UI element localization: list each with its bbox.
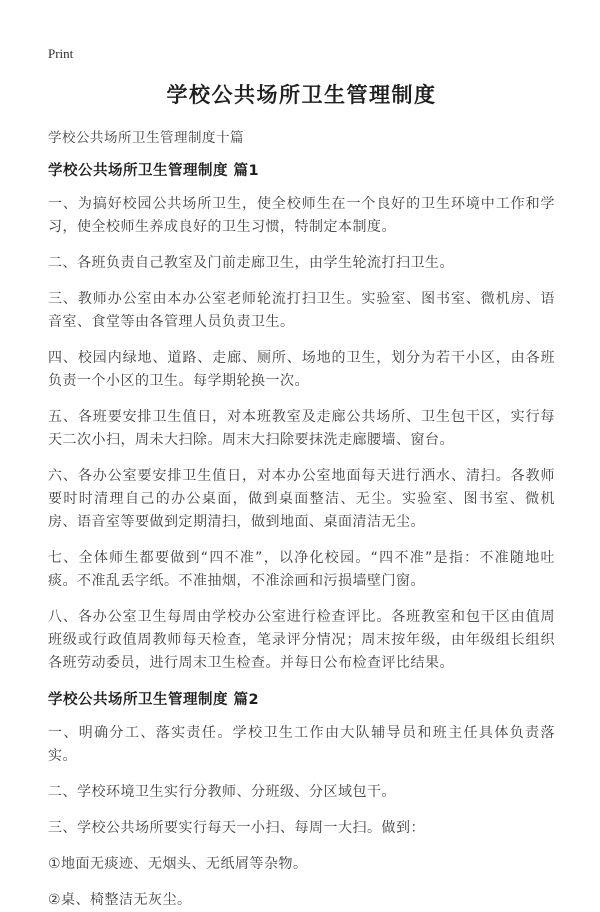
section-2-paragraph-2: 二、学校环境卫生实行分教师、分班级、分区域包干。 bbox=[48, 784, 396, 800]
section-2-heading: 学校公共场所卫生管理制度 篇2 bbox=[48, 692, 260, 708]
section-2-paragraph-1: 一、明确分工、落实责任。学校卫生工作由大队辅导员和班主任具体负责落实。 bbox=[48, 725, 555, 764]
section-2-paragraph-3: 三、学校公共场所要实行每天一小扫、每周一大扫。做到： bbox=[48, 820, 425, 836]
section-2-list-item-2: ②桌、椅整洁无灰尘。 bbox=[48, 892, 192, 908]
print-button[interactable]: Print bbox=[48, 46, 74, 61]
document-subtitle: 学校公共场所卫生管理制度十篇 bbox=[48, 130, 244, 146]
section-1-paragraph-8: 八、各办公室卫生每周由学校办公室进行检查评比。各班教室和包干区由值周班级或行政值周教师每天检查，笔录评分情况；周末按年级，由年级组长组织各班劳动委员，进行周末卫生检查。并每日公布检查评比结果。 bbox=[48, 609, 555, 671]
section-1-paragraph-3: 三、教师办公室由本办公室老师轮流打扫卫生。实验室、图书室、微机房、语音室、食堂等由各管理人员负责卫生。 bbox=[48, 291, 555, 330]
section-2-list-item-1: ①地面无痰迹、无烟头、无纸屑等杂物。 bbox=[48, 856, 308, 872]
page-title: 学校公共场所卫生管理制度 bbox=[166, 83, 437, 107]
section-1-paragraph-4: 四、校园内绿地、道路、走廊、厕所、场地的卫生，划分为若干小区，由各班负责一个小区的卫生。每学期轮换一次。 bbox=[48, 350, 555, 389]
section-1-heading: 学校公共场所卫生管理制度 篇1 bbox=[48, 163, 260, 179]
section-1-paragraph-2: 二、各班负责自己教室及门前走廊卫生，由学生轮流打扫卫生。 bbox=[48, 255, 454, 271]
section-1-paragraph-1: 一、为搞好校园公共场所卫生，使全校师生在一个良好的卫生环境中工作和学习，使全校师生养成良好的卫生习惯，特制定本制度。 bbox=[48, 196, 555, 235]
section-1-paragraph-7: 七、全体师生都要做到“四不准”，以净化校园。“四不准”是指：不准随地吐痰。不准乱丢字纸。不准抽烟，不准涂画和污损墙壁门窗。 bbox=[48, 550, 555, 589]
section-1-paragraph-5: 五、各班要安排卫生值日，对本班教室及走廊公共场所、卫生包干区，实行每天二次小扫，周未大扫除。周末大扫除要抹洗走廊腰墙、窗台。 bbox=[48, 409, 555, 448]
section-1-paragraph-6: 六、各办公室要安排卫生值日，对本办公室地面每天进行洒水、清扫。各教师要时时清理自己的办公桌面，做到桌面整洁、无尘。实验室、图书室、微机房、语音室等要做到定期清扫，做到地面、桌面清洁无尘。 bbox=[48, 468, 555, 530]
section-2 bbox=[48, 688, 555, 912]
section-1 bbox=[48, 159, 555, 675]
